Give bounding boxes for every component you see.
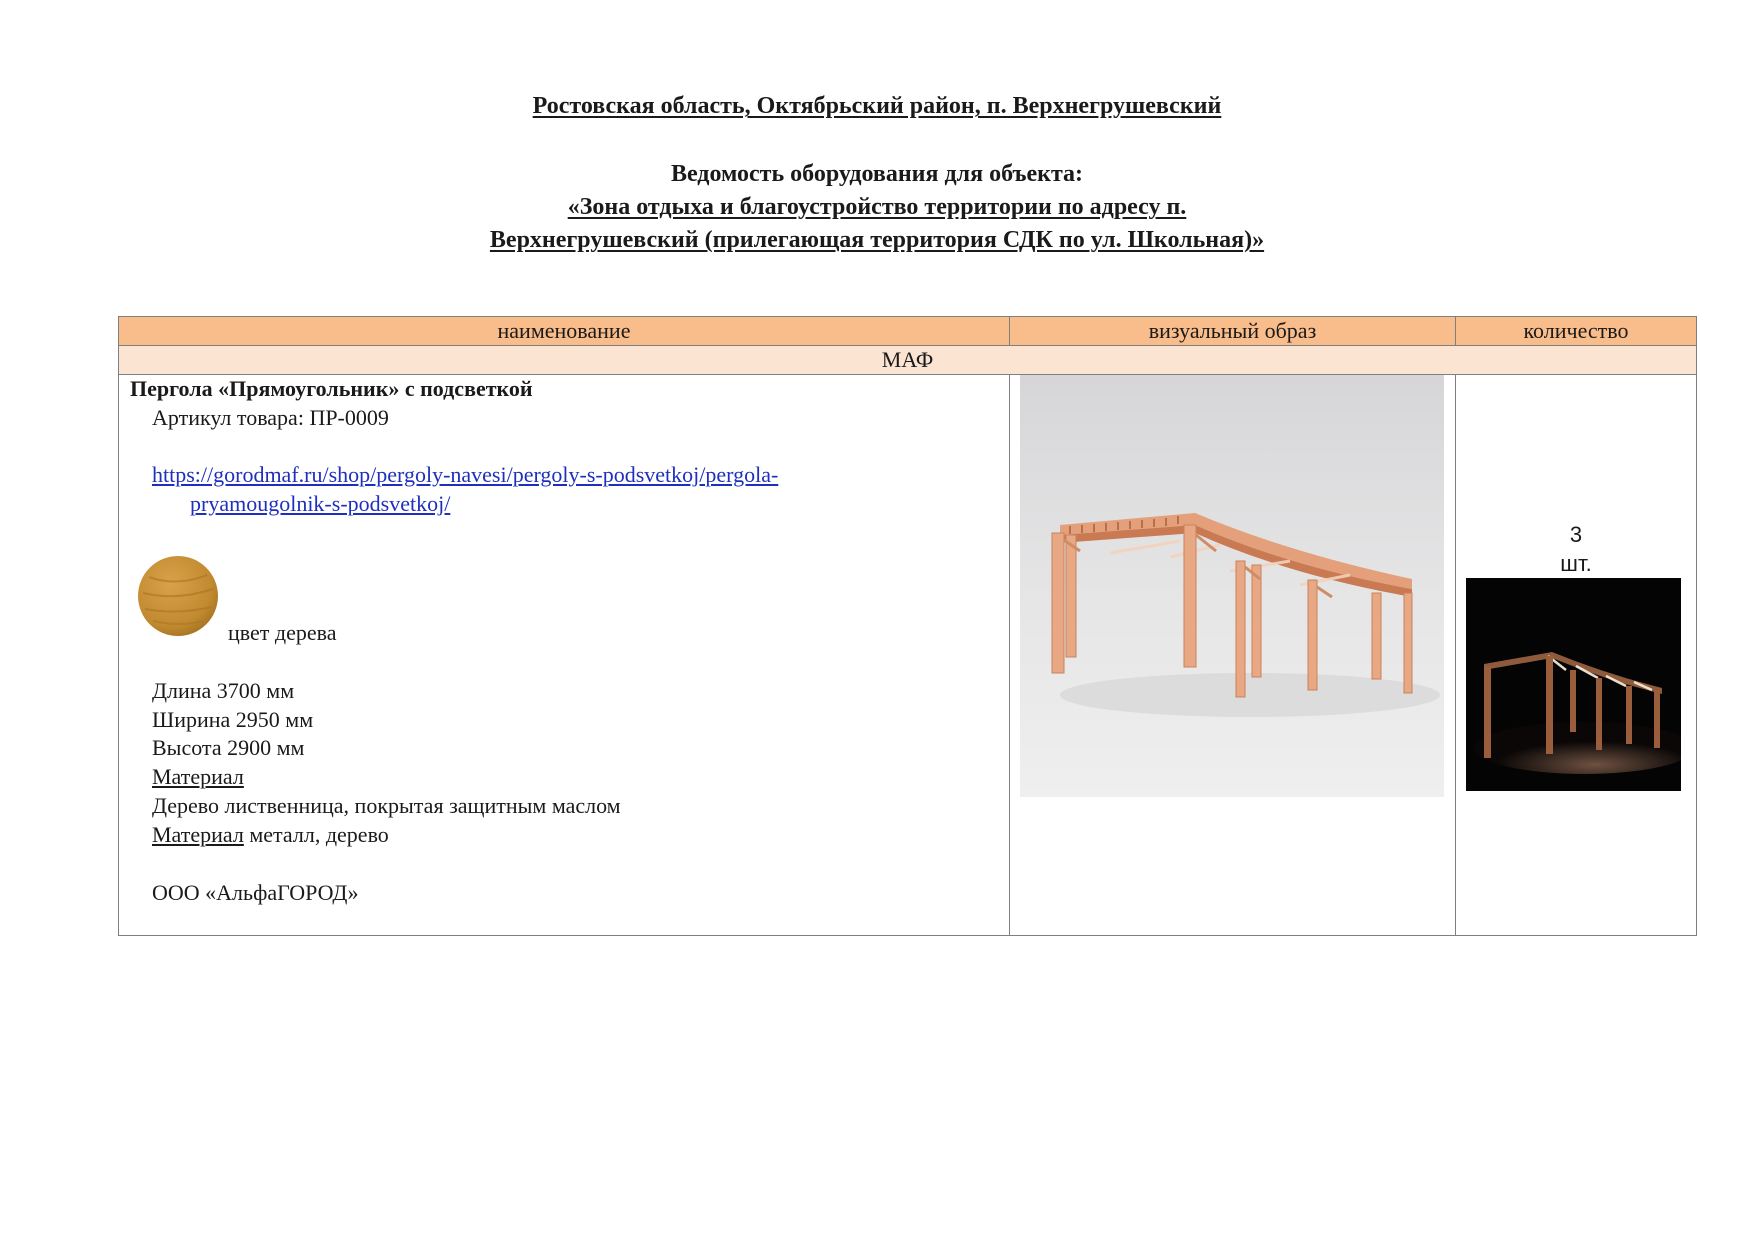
item-name: Пергола «Прямоугольник» с подсветкой — [130, 376, 533, 401]
table-header-row — [119, 317, 1697, 346]
column-header-name: наименование — [119, 317, 1010, 346]
quantity-unit: шт. — [1560, 551, 1592, 576]
item-article: Артикул товара: ПР-0009 — [152, 405, 389, 430]
material-description: Дерево лиственница, покрытая защитным маслом — [152, 793, 621, 818]
document-title-block — [0, 158, 1754, 257]
region-text: Ростовская область, Октябрьский район, п. Верхнегрушевский — [532, 93, 1222, 119]
quantity-value: 3 — [1569, 522, 1583, 547]
wood-color-swatch-icon — [137, 555, 219, 637]
pergola-image — [1020, 375, 1444, 797]
region-heading — [0, 90, 1754, 123]
product-link-line-2[interactable]: pryamougolnik-s-podsvetkoj/ — [190, 491, 451, 516]
material-line-2 — [152, 821, 389, 849]
object-name-line-1: «Зона отдыха и благоустройство территории по адресу п. — [567, 194, 1187, 220]
color-label: цвет дерева — [228, 620, 337, 645]
column-header-quantity: количество — [1456, 317, 1697, 346]
product-link-line-1[interactable]: https://gorodmaf.ru/shop/pergoly-navesi/pergoly-s-podsvetkoj/pergola- — [152, 462, 779, 487]
category-label: МАФ — [119, 346, 1697, 375]
pergola-night-image — [1466, 578, 1681, 791]
equipment-table — [118, 316, 1697, 936]
item-length: Длина 3700 мм — [152, 678, 295, 703]
item-width: Ширина 2950 мм — [152, 707, 314, 732]
object-name-line-2: Верхнегрушевский (прилегающая территория СДК по ул. Школьная)» — [489, 227, 1265, 253]
item-description-cell — [119, 375, 1010, 936]
document-title: Ведомость оборудования для объекта: — [670, 161, 1084, 187]
material-2-description: металл, дерево — [243, 822, 389, 847]
material-2-heading: Материал — [152, 822, 244, 847]
table-row — [119, 375, 1697, 936]
column-header-visual: визуальный образ — [1010, 317, 1456, 346]
category-row — [119, 346, 1697, 375]
item-visual-cell — [1010, 375, 1456, 936]
item-height: Высота 2900 мм — [152, 735, 305, 760]
material-heading: Материал — [152, 764, 244, 789]
manufacturer: ООО «АльфаГОРОД» — [152, 880, 359, 905]
item-quantity-cell — [1456, 375, 1697, 936]
